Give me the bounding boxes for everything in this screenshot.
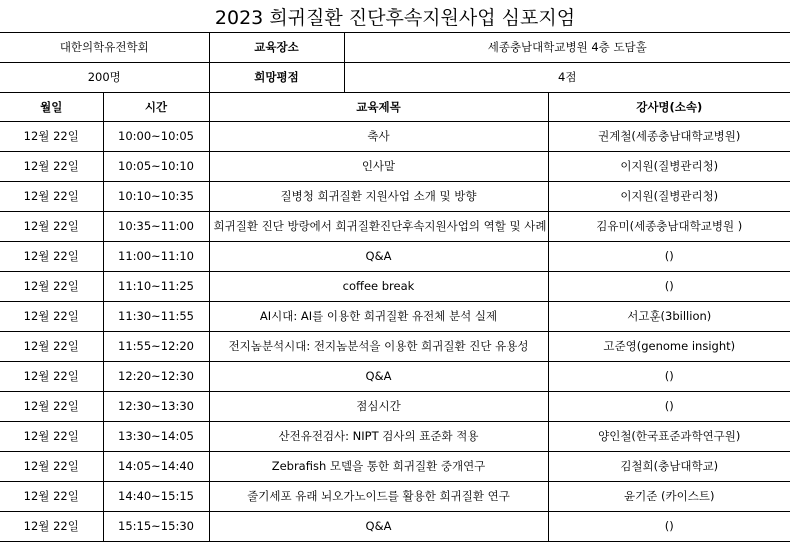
cell-time: 13:30~14:05 — [103, 421, 209, 451]
header-time: 시간 — [103, 92, 209, 121]
table-row — [0, 181, 790, 211]
cell-time: 14:40~15:15 — [103, 481, 209, 511]
cell-subject: 희귀질환 진단 방랑에서 희귀질환진단후속지원사업의 역할 및 사례 — [209, 211, 548, 241]
cell-speaker: 이지원(질병관리청) — [548, 181, 790, 211]
cell-date: 12월 22일 — [0, 451, 103, 481]
cell-date: 12월 22일 — [0, 361, 103, 391]
cell-time: 11:00~11:10 — [103, 241, 209, 271]
cell-speaker: 김철희(충남대학교) — [548, 451, 790, 481]
header-subject: 교육제목 — [209, 92, 548, 121]
cell-time: 10:10~10:35 — [103, 181, 209, 211]
table-row — [0, 151, 790, 181]
cell-speaker: () — [548, 241, 790, 271]
table-row — [0, 361, 790, 391]
info-row-attendees — [0, 62, 790, 92]
table-row — [0, 211, 790, 241]
cell-date: 12월 22일 — [0, 331, 103, 361]
cell-date: 12월 22일 — [0, 271, 103, 301]
cell-date: 12월 22일 — [0, 151, 103, 181]
cell-date: 12월 22일 — [0, 511, 103, 541]
cell-subject: coffee break — [209, 271, 548, 301]
score-label: 희망평점 — [209, 62, 344, 92]
page-title: 2023 희귀질환 진단후속지원사업 심포지엄 — [0, 0, 790, 33]
table-row — [0, 241, 790, 271]
table-row — [0, 481, 790, 511]
cell-speaker: () — [548, 391, 790, 421]
cell-subject: 전지놈분석시대: 전지놈분석을 이용한 희귀질환 진단 유용성 — [209, 331, 548, 361]
cell-speaker: 김유미(세종충남대학교병원 ) — [548, 211, 790, 241]
cell-subject: Q&A — [209, 361, 548, 391]
cell-time: 12:20~12:30 — [103, 361, 209, 391]
header-date: 월일 — [0, 92, 103, 121]
cell-time: 11:55~12:20 — [103, 331, 209, 361]
cell-subject: Q&A — [209, 241, 548, 271]
cell-speaker: 고준영(genome insight) — [548, 331, 790, 361]
cell-speaker: 서고훈(3billion) — [548, 301, 790, 331]
cell-subject: 줄기세포 유래 뇌오가노이드를 활용한 희귀질환 연구 — [209, 481, 548, 511]
attendees-cell: 200명 — [0, 62, 209, 92]
cell-speaker: () — [548, 361, 790, 391]
organizer-cell: 대한의학유전학회 — [0, 32, 209, 62]
table-row — [0, 301, 790, 331]
table-row — [0, 421, 790, 451]
cell-speaker: 양인철(한국표준과학연구원) — [548, 421, 790, 451]
cell-time: 10:35~11:00 — [103, 211, 209, 241]
cell-time: 11:10~11:25 — [103, 271, 209, 301]
cell-date: 12월 22일 — [0, 121, 103, 151]
location-value: 세종충남대학교병원 4층 도담홀 — [344, 32, 790, 62]
cell-time: 11:30~11:55 — [103, 301, 209, 331]
table-row — [0, 511, 790, 541]
table-row — [0, 391, 790, 421]
cell-time: 14:05~14:40 — [103, 451, 209, 481]
cell-subject: 점심시간 — [209, 391, 548, 421]
cell-speaker: 이지원(질병관리청) — [548, 151, 790, 181]
score-value: 4점 — [344, 62, 790, 92]
cell-time: 12:30~13:30 — [103, 391, 209, 421]
cell-subject: AI시대: AI를 이용한 희귀질환 유전체 분석 실제 — [209, 301, 548, 331]
cell-date: 12월 22일 — [0, 421, 103, 451]
schedule-table — [0, 32, 790, 542]
cell-date: 12월 22일 — [0, 391, 103, 421]
cell-date: 12월 22일 — [0, 481, 103, 511]
cell-speaker: () — [548, 511, 790, 541]
cell-date: 12월 22일 — [0, 301, 103, 331]
location-label: 교육장소 — [209, 32, 344, 62]
table-row — [0, 271, 790, 301]
cell-subject: 질병청 희귀질환 지원사업 소개 및 방향 — [209, 181, 548, 211]
cell-subject: 축사 — [209, 121, 548, 151]
table-row — [0, 451, 790, 481]
cell-subject: 산전유전검사: NIPT 검사의 표준화 적용 — [209, 421, 548, 451]
table-row — [0, 331, 790, 361]
cell-date: 12월 22일 — [0, 181, 103, 211]
cell-subject: 인사말 — [209, 151, 548, 181]
schedule-table-body — [0, 32, 790, 541]
header-speaker: 강사명(소속) — [548, 92, 790, 121]
cell-speaker: 윤기준 (카이스트) — [548, 481, 790, 511]
cell-speaker: () — [548, 271, 790, 301]
table-row — [0, 121, 790, 151]
cell-time: 10:05~10:10 — [103, 151, 209, 181]
cell-speaker: 권계철(세종충남대학교병원) — [548, 121, 790, 151]
cell-time: 10:00~10:05 — [103, 121, 209, 151]
cell-subject: Q&A — [209, 511, 548, 541]
cell-subject: Zebrafish 모델을 통한 희귀질환 중개연구 — [209, 451, 548, 481]
table-header-row — [0, 92, 790, 121]
cell-date: 12월 22일 — [0, 211, 103, 241]
info-row-organizer — [0, 32, 790, 62]
cell-time: 15:15~15:30 — [103, 511, 209, 541]
cell-date: 12월 22일 — [0, 241, 103, 271]
